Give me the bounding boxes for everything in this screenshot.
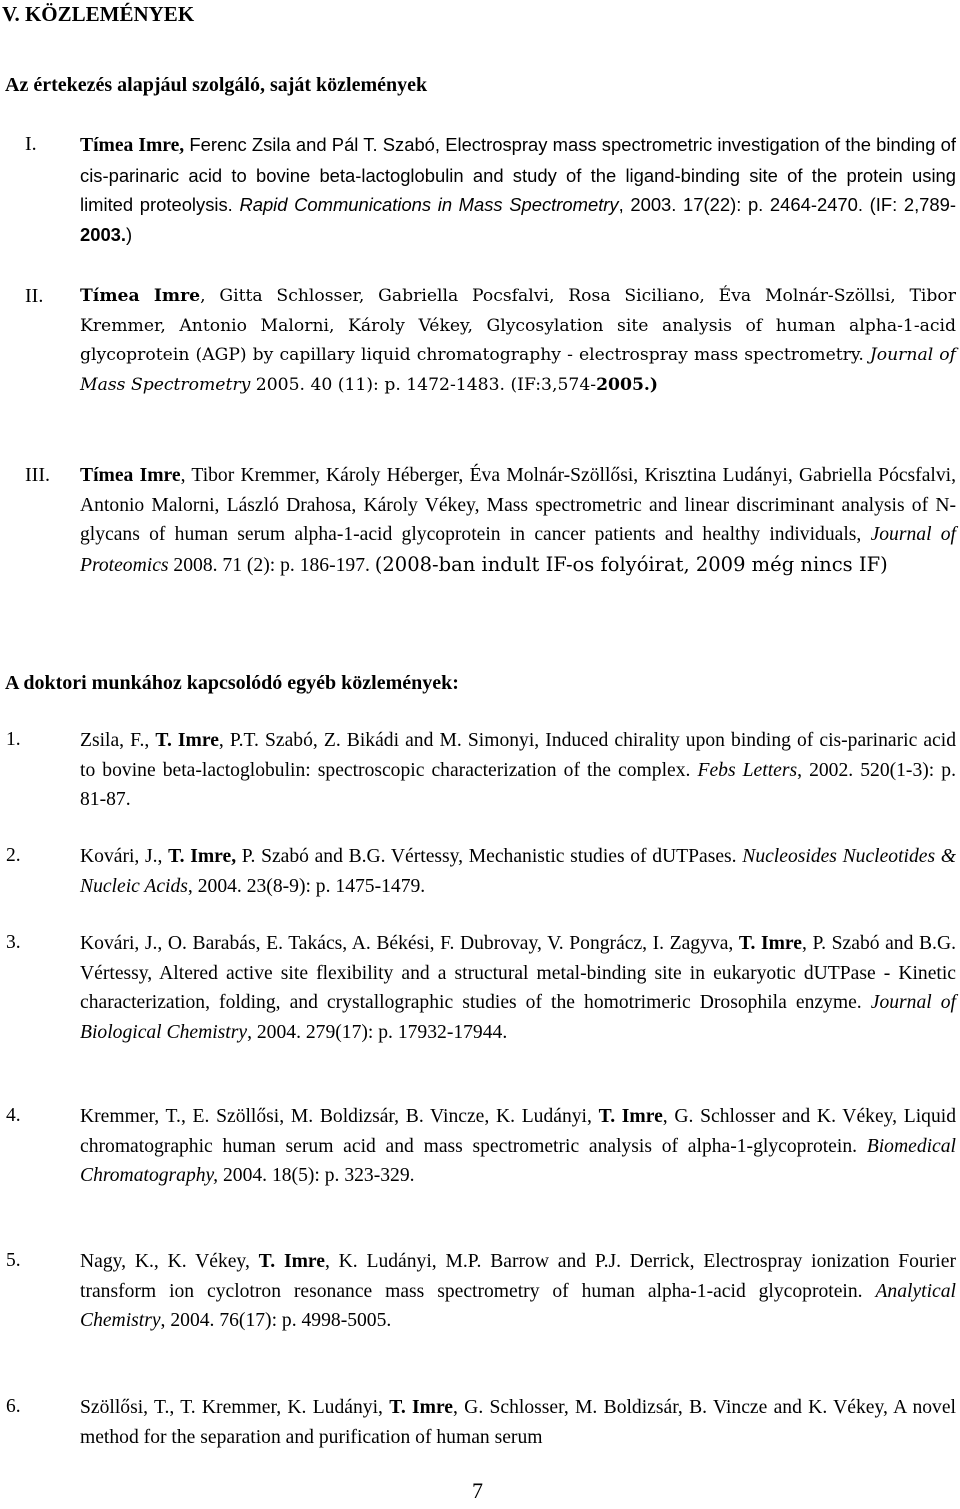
author-bold: Tímea Imre [80, 465, 181, 486]
section-heading-own-publications: Az értekezés alapjául szolgáló, saját közlemények [5, 74, 428, 96]
author-bold: Tímea Imre, [80, 135, 185, 156]
entry-text: Kremmer, T., E. Szöllősi, M. Boldizsár, B. Vincze, K. Ludányi, [80, 1106, 599, 1127]
author-bold: Tímea Imre [80, 286, 201, 306]
entry-marker: 1. [6, 729, 21, 750]
entry-marker: 6. [6, 1396, 21, 1417]
entry-marker: II. [25, 285, 44, 307]
publication-entry [80, 130, 956, 250]
journal-name: Journal of Biological Chemistry [80, 992, 956, 1044]
entry-details: , 2004. 76(17): p. 4998-5005. [160, 1310, 392, 1332]
page-number: 7 [472, 1478, 483, 1503]
entry-text: , G. Schlosser, M. Boldizsár, B. Vincze and K. Vékey, A novel method for the separation and purification of human serum [80, 1397, 956, 1448]
entry-marker: 5. [6, 1250, 21, 1271]
author-bold: T. Imre [155, 730, 219, 751]
entry-details: , 2002. 520(1-3): p. 81-87. [80, 759, 956, 811]
entry-details: , 2003. 17(22): p. 2464-2470. (IF: 2,789- [618, 194, 956, 216]
entry-details: 2008. 71 (2): p. 186-197. [168, 555, 375, 577]
entry-note: (2008-ban indult IF-os folyóirat, 2009 még nincs IF) [374, 553, 888, 577]
entry-marker: 4. [6, 1105, 21, 1126]
author-bold: T. Imre [738, 933, 802, 954]
publication-entry [80, 1393, 956, 1452]
author-bold: T. Imre [258, 1251, 325, 1272]
entry-marker: III. [25, 464, 50, 486]
entry-text: Szöllősi, T., T. Kremmer, K. Ludányi, [80, 1397, 390, 1418]
entry-text: , K. Ludányi, M.P. Barrow and P.J. Derrick, Electrospray ionization Fourier transform ion cyclotron resonance mass spectrometry of human alpha-1-acid glycoprotein. [80, 1251, 956, 1302]
publication-entry [80, 726, 956, 815]
publication-entry [80, 282, 956, 401]
entry-text: Kovári, J., O. Barabás, E. Takács, A. Békési, F. Dubrovay, V. Pongrácz, I. Zagyva, [80, 933, 739, 954]
entry-text: , Gitta Schlosser, Gabriella Pocsfalvi, Rosa Siciliano, Éva Molnár-Szöllsi, Tibor Kremmer, Antonio Malorni, Károly Vékey, Glycosylation site analysis of human alpha-1-acid glycoprotein (AGP) by capillary liquid chromatography - electrospray mass spectrometry. [80, 286, 956, 366]
publication-entry [80, 1247, 956, 1336]
entry-marker: I. [25, 133, 37, 155]
entry-details: , 2004. 23(8-9): p. 1475-1479. [187, 875, 426, 897]
entry-text: Kovári, J., [80, 846, 169, 867]
journal-name: Nucleosides Nucleotides & Nucleic Acids [80, 846, 957, 897]
entry-text: Ferenc Zsila and Pál T. Szabó, Electrospray mass spectrometric investigation of the binding of cis-parinaric acid to bovine beta-lactoglobulin and study of the ligand-binding site of the protein using limited proteolysis. [80, 134, 956, 216]
journal-name: Journal of Mass Spectrometry [80, 345, 956, 396]
journal-name: Journal of Proteomics [80, 524, 957, 577]
section-heading-other-publications: A doktori munkához kapcsolódó egyéb közlemények: [5, 672, 459, 694]
publication-entry [80, 461, 956, 581]
year-bold: 2005.) [596, 375, 659, 396]
journal-name: Febs Letters [697, 759, 798, 781]
author-bold: T. Imre [389, 1397, 453, 1418]
entry-text: , Tibor Kremmer, Károly Héberger, Éva Molnár-Szöllősi, Krisztina Ludányi, Gabriella Pócsfalvi, Antonio Malorni, László Drahosa, Károly Vékey, Mass spectrometric and linear discriminant analysis of N-glycans of human serum alpha-1-acid glycoprotein in cancer patients and healthy individuals, [80, 465, 956, 546]
year-bold: 2003. [80, 224, 127, 246]
author-bold: T. Imre, [168, 846, 237, 867]
journal-name: Analytical Chemistry [80, 1280, 956, 1332]
entry-text: , P. Szabó and B.G. Vértessy, Altered active site flexibility and a structural metal-binding site in eukaryotic dUTPase - Kinetic characterization, folding, and crystallographic studies of the homotrimeric Drosophila enzyme. [80, 933, 957, 1014]
entry-text: , P.T. Szabó, Z. Bikádi and M. Simonyi, Induced chirality upon binding of cis-parinaric acid to bovine beta-lactoglobulin: spectroscopic characterization of the complex. [80, 730, 956, 781]
publication-entry [80, 1102, 956, 1191]
publication-entry [80, 842, 956, 901]
entry-text: , G. Schlosser and K. Vékey, Liquid chromatographic human serum acid and mass spectrometric analysis of alpha-1-glycoprotein. [80, 1106, 957, 1157]
journal-name: Biomedical Chromatography, [80, 1135, 956, 1187]
entry-details: 2004. 18(5): p. 323-329. [218, 1165, 415, 1187]
entry-details: 2005. 40 (11): p. 1472-1483. (IF:3,574- [250, 375, 597, 396]
publication-entry [80, 929, 956, 1048]
journal-name: Rapid Communications in Mass Spectrometry [239, 194, 619, 216]
author-bold: T. Imre [598, 1106, 663, 1127]
entry-text: Zsila, F., [80, 730, 156, 751]
page-title: V. KÖZLEMÉNYEK [2, 2, 195, 26]
entry-text: P. Szabó and B.G. Vértessy, Mechanistic studies of dUTPases. [236, 846, 743, 867]
entry-closing: ) [126, 224, 133, 246]
entry-marker: 2. [6, 845, 21, 866]
entry-details: , 2004. 279(17): p. 17932-17944. [247, 1022, 508, 1044]
entry-marker: 3. [6, 932, 21, 953]
entry-text: Nagy, K., K. Vékey, [80, 1251, 259, 1272]
